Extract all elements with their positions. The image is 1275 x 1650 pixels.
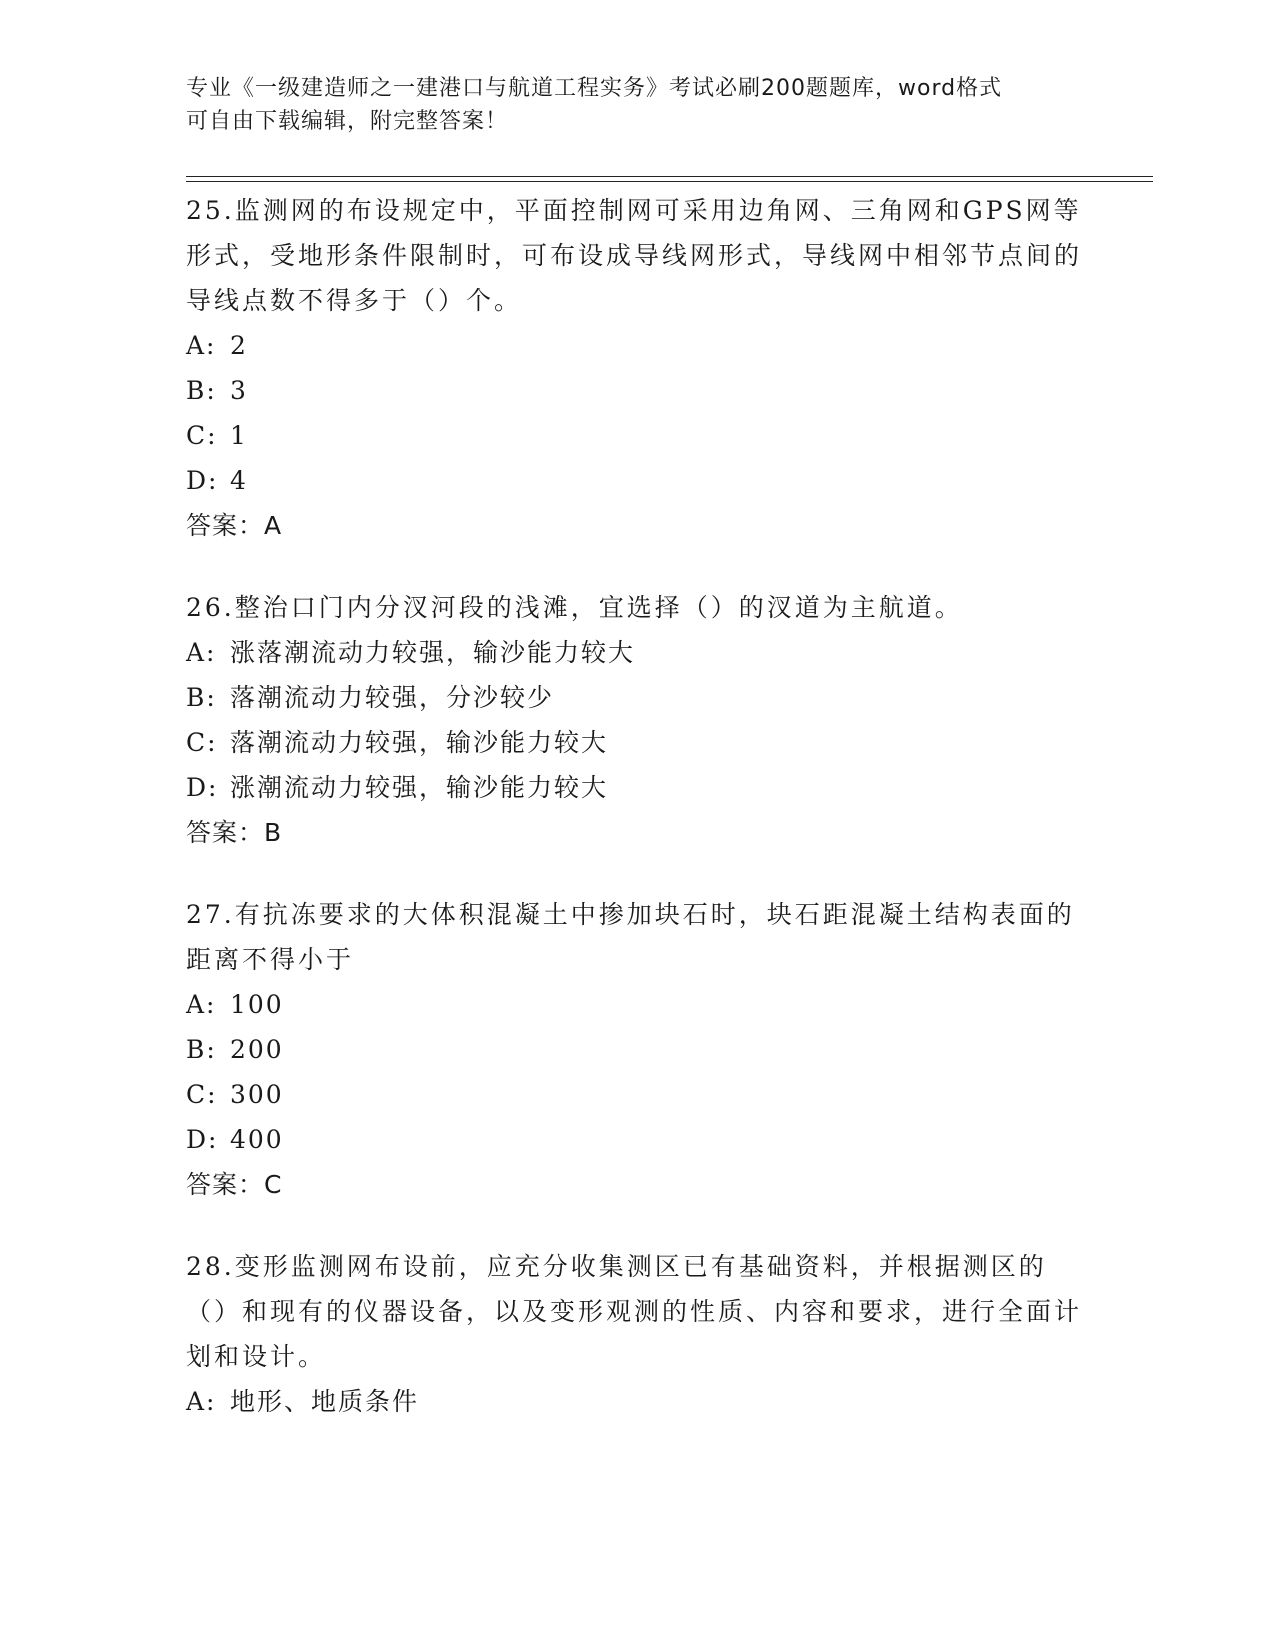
question-text: 28.变形监测网布设前，应充分收集测区已有基础资料，并根据测区的（）和现有的仪器设备，以及变形观测的性质、内容和要求，进行全面计划和设计。	[186, 1252, 1083, 1371]
option-letter: A:	[186, 1387, 217, 1416]
question-26	[186, 585, 1086, 855]
option-letter: A:	[186, 990, 217, 1019]
answer: 答案：A	[186, 511, 283, 540]
option-letter: A:	[186, 331, 217, 360]
option-letter: D:	[186, 1125, 219, 1154]
option-a	[186, 323, 1086, 368]
option-letter: D:	[186, 773, 219, 802]
option-a	[186, 630, 1086, 675]
question-text: 26.整治口门内分汊河段的浅滩，宜选择（）的汊道为主航道。	[186, 593, 963, 622]
option-b	[186, 1027, 1086, 1072]
question-28	[186, 1244, 1086, 1424]
option-text: 涨潮流动力较强，输沙能力较大	[230, 773, 609, 802]
option-d	[186, 765, 1086, 810]
option-a	[186, 1379, 1086, 1424]
option-letter: D:	[186, 466, 219, 495]
option-b	[186, 368, 1086, 413]
option-letter: B:	[186, 1035, 217, 1064]
option-text: 200	[230, 1035, 284, 1064]
option-letter: C:	[186, 1080, 218, 1109]
option-b	[186, 675, 1086, 720]
question-list	[186, 188, 1086, 1461]
option-c	[186, 413, 1086, 458]
option-letter: A:	[186, 638, 217, 667]
option-letter: B:	[186, 683, 217, 712]
question-text: 25.监测网的布设规定中，平面控制网可采用边角网、三角网和GPS网等形式，受地形条件限制时，可布设成导线网形式，导线网中相邻节点间的导线点数不得多于（）个。	[186, 196, 1083, 315]
option-c	[186, 1072, 1086, 1117]
option-a	[186, 982, 1086, 1027]
option-text: 100	[230, 990, 284, 1019]
option-text: 落潮流动力较强，分沙较少	[230, 683, 555, 712]
answer: 答案：B	[186, 818, 283, 847]
option-c	[186, 720, 1086, 765]
option-text: 400	[230, 1125, 284, 1154]
option-letter: C:	[186, 421, 218, 450]
option-text: 2	[230, 331, 248, 360]
option-text: 4	[230, 466, 248, 495]
option-text: 1	[230, 421, 248, 450]
option-text: 落潮流动力较强，输沙能力较大	[230, 728, 609, 757]
header-line-1: 专业《一级建造师之一建港口与航道工程实务》考试必刷200题题库，word格式	[186, 76, 1003, 101]
option-text: 3	[230, 376, 248, 405]
option-letter: B:	[186, 376, 217, 405]
option-text: 涨落潮流动力较强，输沙能力较大	[230, 638, 636, 667]
answer: 答案：C	[186, 1170, 283, 1199]
document-header	[186, 72, 1066, 138]
option-text: 地形、地质条件	[230, 1387, 420, 1416]
header-divider-top	[186, 176, 1153, 177]
header-divider-bottom	[186, 181, 1153, 182]
option-text: 300	[230, 1080, 284, 1109]
question-25	[186, 188, 1086, 548]
option-d	[186, 458, 1086, 503]
question-27	[186, 892, 1086, 1207]
question-text: 27.有抗冻要求的大体积混凝土中掺加块石时，块石距混凝土结构表面的距离不得小于	[186, 900, 1075, 974]
option-d	[186, 1117, 1086, 1162]
option-letter: C:	[186, 728, 218, 757]
header-line-2: 可自由下载编辑，附完整答案！	[186, 109, 509, 134]
